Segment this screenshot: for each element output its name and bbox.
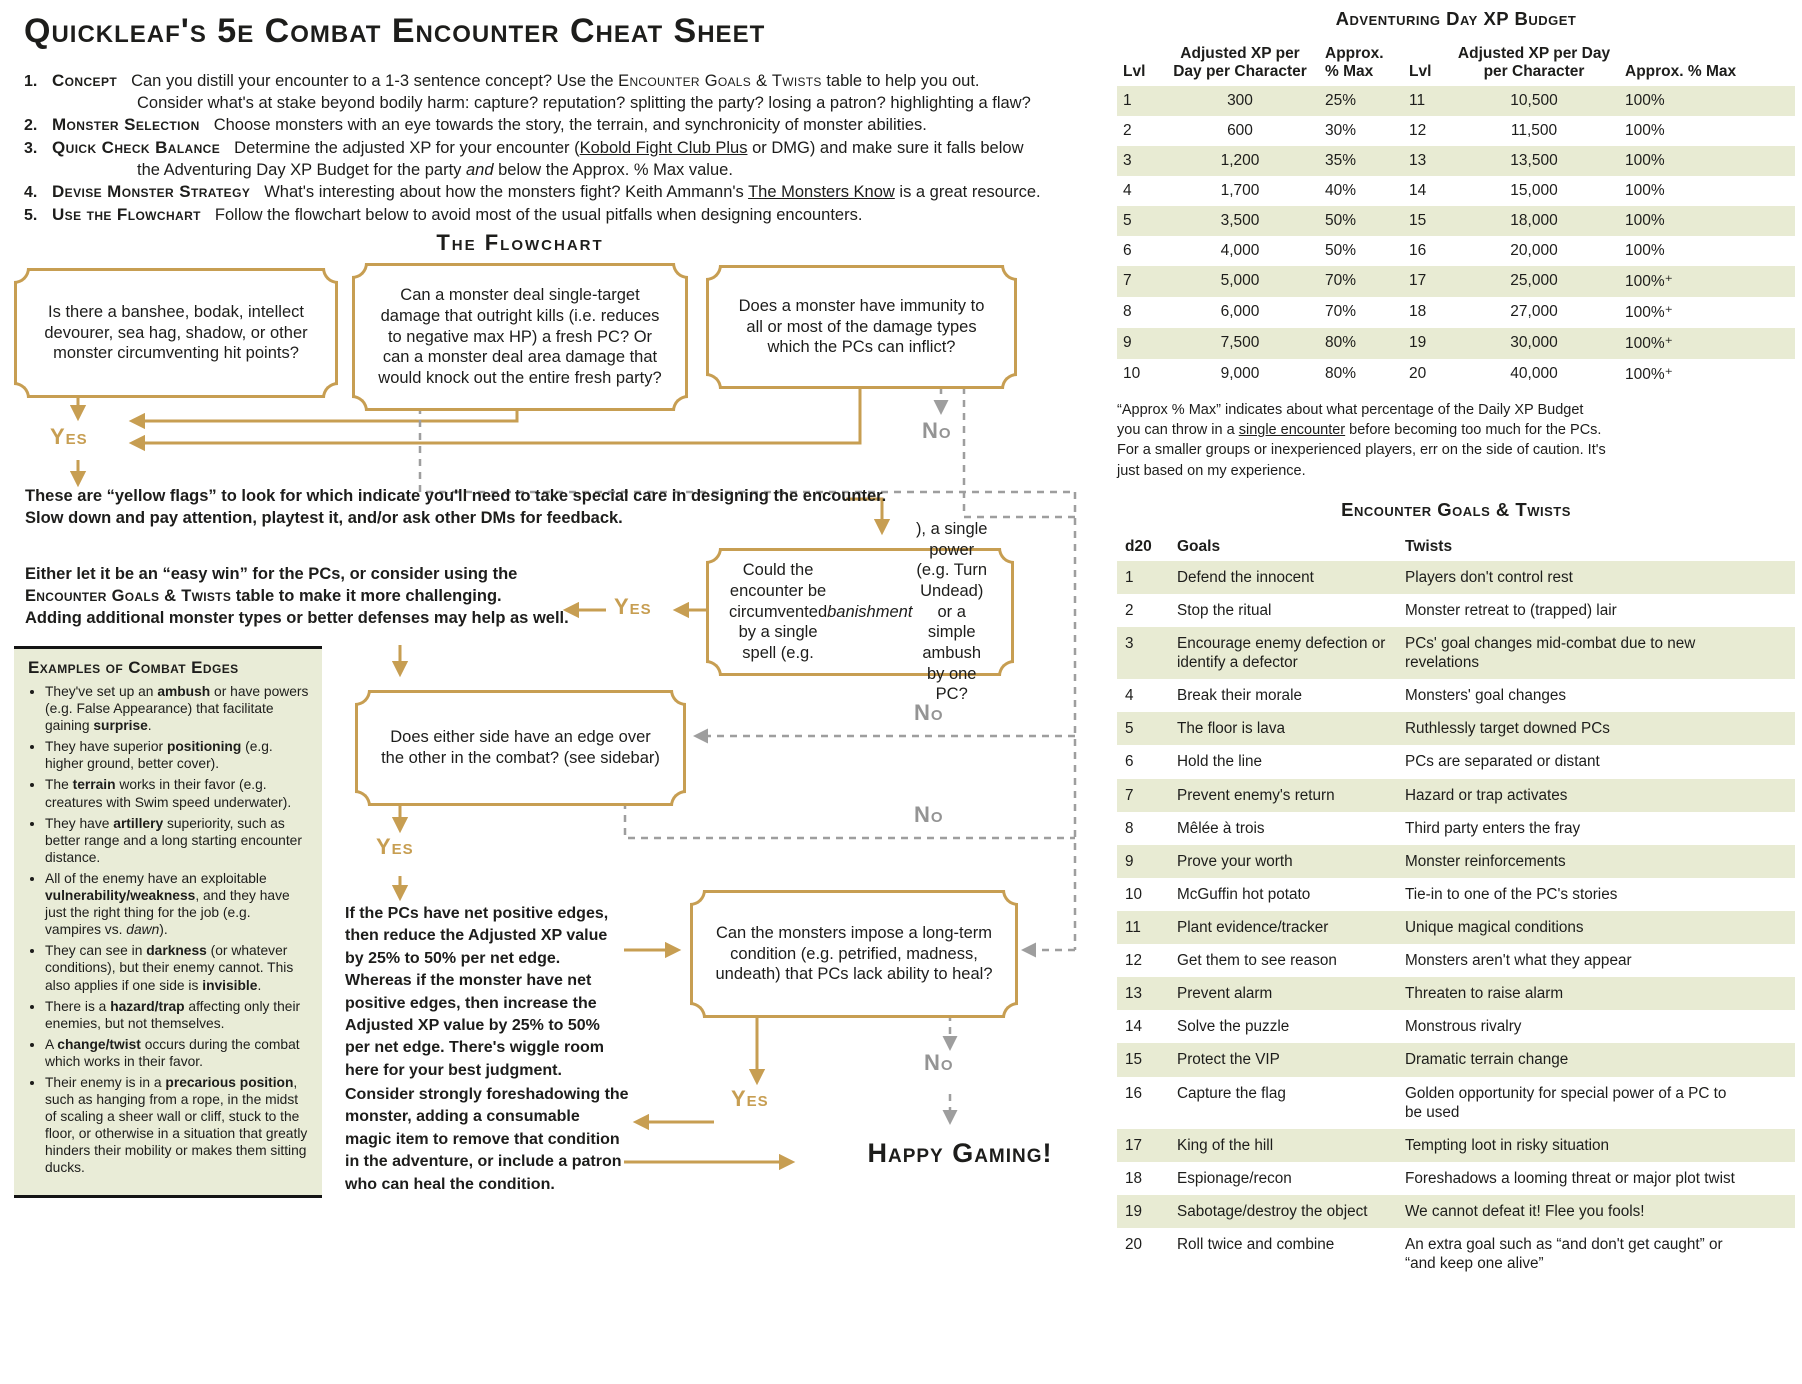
xp-cell: 20: [1409, 365, 1427, 383]
easy-win-text: [25, 564, 569, 629]
text-line: per net edge. There's wiggle room: [345, 1039, 604, 1057]
flowchart-box-combat-edge: [355, 690, 686, 806]
combat-edge-item: • The terrain works in their favor (e.g. creatures with Swim speed underwater).: [45, 776, 310, 810]
no-label-1: No: [922, 418, 952, 443]
goal-cell: Prove your worth: [1177, 852, 1293, 870]
xp-cell: 1,200: [1220, 151, 1260, 169]
yes-label-1: Yes: [50, 424, 88, 449]
xp-cell: 10: [1123, 365, 1141, 383]
text-line: Consider strongly foreshadowing the: [345, 1086, 629, 1103]
goal-cell: Stop the ritual: [1177, 601, 1272, 619]
xp-cell: 7: [1123, 272, 1132, 290]
text-line: you can throw in a single encounter before becoming too much for the PCs.: [1117, 421, 1602, 438]
combat-edge-item: • All of the enemy have an exploitable vulnerability/weakness, and they have just the right thing for the job (e.g. vampires vs. dawn).: [45, 870, 310, 938]
step-number: 3.: [24, 140, 38, 158]
step-3: 3. Quick Check Balance Determine the adjusted XP for your encounter (Kobold Fight Club Plus or DMG) and make sure it falls below the Adventuring Day XP Budget for the party and below the Approx. % Max value.: [24, 138, 1024, 179]
d20-cell: 1: [1125, 568, 1134, 586]
text-line: who can heal the condition.: [345, 1175, 555, 1193]
goal-cell: King of the hill: [1177, 1136, 1274, 1154]
step-number: 2.: [24, 117, 38, 135]
xp-cell: 16: [1409, 241, 1427, 259]
flowchart-box-text: Does either side have an edge over the other in the combat? (see sidebar): [381, 728, 660, 767]
xp-cell: 3: [1123, 151, 1132, 169]
xp-header-cell: Adjusted XP per Day per Character: [1173, 45, 1307, 80]
d20-cell: 7: [1125, 786, 1134, 804]
text-line: Either let it be an “easy win” for the PCs, or consider using the: [25, 565, 518, 583]
xp-cell: 20,000: [1510, 241, 1558, 259]
goal-cell: McGuffin hot potato: [1177, 885, 1311, 903]
step-label: Concept: [52, 71, 118, 90]
xp-budget-heading: Adventuring Day XP Budget: [1335, 8, 1577, 29]
d20-cell: 6: [1125, 753, 1134, 771]
goal-cell: Encourage enemy defection or identify a defector: [1177, 635, 1386, 672]
xp-header-cell: Approx. % Max: [1625, 62, 1737, 80]
yellow-flags-text: [25, 486, 886, 530]
xp-cell: 100%: [1625, 181, 1665, 199]
text-line: monster, adding a consumable: [345, 1108, 580, 1126]
xp-cell: 5: [1123, 211, 1132, 229]
flowchart-box-text: Is there a banshee, bodak, intellect devourer, sea hag, shadow, or other monster circumventing hit points?: [44, 303, 308, 363]
text-line: If the PCs have net positive edges,: [345, 905, 609, 922]
combat-edges-list: [28, 683, 310, 1177]
goal-cell: Capture the flag: [1177, 1084, 1286, 1102]
text-line: “Approx % Max” indicates about what percentage of the Daily XP Budget: [1117, 401, 1584, 418]
twist-cell: Players don't control rest: [1405, 568, 1573, 586]
text-line: Adjusted XP value by 25% to 50%: [345, 1016, 600, 1034]
goal-cell: Protect the VIP: [1177, 1051, 1280, 1069]
d20-cell: 3: [1125, 635, 1134, 653]
d20-cell: 8: [1125, 819, 1134, 837]
xp-cell: 11: [1409, 91, 1426, 109]
xp-cell: 30,000: [1510, 334, 1558, 352]
xp-cell: 14: [1409, 181, 1427, 199]
flowchart-box-spell-circumvention: [706, 520, 1014, 704]
flowchart-box-damage-immunity: [706, 265, 1017, 389]
d20-cell: 20: [1125, 1236, 1143, 1254]
d20-cell: 13: [1125, 985, 1143, 1003]
text-line: These are “yellow flags” to look for which indicate you'll need to take special care in designing the encounter.: [25, 487, 887, 505]
flowchart-box-text: Does a monster have immunity to all or most of the damage types which the PCs can inflict?: [738, 297, 985, 357]
page-title: Quickleaf's 5e Combat Encounter Cheat Sheet: [24, 12, 766, 50]
xp-cell: 1,700: [1220, 181, 1260, 199]
twist-cell: Monsters aren't what they appear: [1405, 952, 1632, 970]
twist-cell: Hazard or trap activates: [1405, 786, 1568, 804]
xp-cell: 3,500: [1220, 211, 1260, 229]
step-2: 2. Monster Selection Choose monsters with an eye towards the story, the terrain, and synchronicity of monster abilities.: [24, 114, 1109, 137]
xp-cell: 9: [1123, 334, 1132, 352]
goals-twists-heading: Encounter Goals & Twists: [1341, 498, 1571, 520]
twist-cell: Dramatic terrain change: [1405, 1051, 1569, 1069]
twist-cell: Monstrous rivalry: [1405, 1018, 1522, 1036]
text-line: by 25% to 50% per net edge.: [345, 949, 561, 967]
xp-cell: 100%⁺: [1625, 334, 1673, 352]
combat-edges-sidebar: [14, 646, 322, 1198]
xp-cell: 50%: [1325, 211, 1357, 229]
xp-cell: 100%: [1625, 151, 1665, 169]
text-line: Adding additional monster types or better defenses may help as well.: [25, 608, 569, 627]
goal-cell: Get them to see reason: [1177, 952, 1337, 970]
text-line: Whereas if the monster have net: [345, 972, 592, 990]
xp-cell: 30%: [1325, 121, 1357, 139]
xp-cell: 40,000: [1510, 365, 1558, 383]
combat-edge-item: • They have artillery superiority, such as better range and a long starting encounter distance.: [45, 815, 310, 866]
xp-cell: 35%: [1325, 151, 1357, 169]
text-line: positive edges, then increase the: [345, 994, 597, 1012]
combat-edge-item: • They've set up an ambush or have powers (e.g. False Appearance) that facilitate gaining surprise.: [45, 683, 310, 734]
xp-cell: 6: [1123, 241, 1132, 259]
xp-cell: 100%: [1625, 121, 1665, 139]
step-label: Monster Selection: [52, 115, 200, 135]
flowchart-box-text: Could the encounter be circumvented by a single spell (e.g. banishment ), a single power (e.g. Turn Undead) or a simple ambush by one PC?: [729, 520, 988, 704]
xp-cell: 100%: [1625, 211, 1665, 229]
xp-header-cell: Approx. % Max: [1325, 45, 1384, 80]
d20-cell: 17: [1125, 1136, 1143, 1154]
xp-cell: 100%: [1625, 91, 1665, 109]
xp-header-cell: Adjusted XP per Day per Character: [1457, 45, 1611, 80]
combat-edge-item: • They have superior positioning (e.g. higher ground, better cover).: [45, 738, 310, 772]
xp-cell: 8: [1123, 303, 1132, 321]
no-label-4: No: [924, 1050, 954, 1075]
d20-cell: 10: [1125, 885, 1143, 903]
xp-cell: 40%: [1325, 181, 1357, 199]
goals-header-cell: Twists: [1405, 537, 1453, 555]
twist-cell: Threaten to raise alarm: [1405, 985, 1564, 1003]
d20-cell: 4: [1125, 687, 1134, 705]
text-line: Slow down and pay attention, playtest it, and/or ask other DMs for feedback.: [25, 508, 623, 527]
twist-cell: Monsters' goal changes: [1405, 687, 1567, 705]
step-5: 5. Use the Flowchart Follow the flowchart below to avoid most of the usual pitfalls when designing encounters.: [24, 204, 1109, 227]
xp-cell: 15: [1409, 211, 1427, 229]
d20-cell: 11: [1125, 919, 1141, 937]
flowchart-box-text: Can the monsters impose a long-term condition (e.g. petrified, madness, undeath) that PCs lack ability to heal?: [715, 924, 993, 984]
xp-header-cell: Lvl: [1123, 62, 1146, 80]
twist-cell: An extra goal such as “and don't get caught” or “and keep one alive”: [1405, 1236, 1723, 1273]
d20-cell: 9: [1125, 852, 1134, 870]
flowchart-box-hp-circumvention: [14, 268, 338, 398]
yes-label-2: Yes: [614, 594, 652, 619]
d20-cell: 18: [1125, 1169, 1143, 1187]
no-label-2: No: [914, 700, 944, 725]
xp-cell: 4,000: [1220, 241, 1260, 259]
sidebar-heading: Examples of Combat Edges: [28, 658, 239, 677]
twist-cell: Tempting loot in risky situation: [1405, 1136, 1610, 1154]
twist-cell: Golden opportunity for special power of a PC to be used: [1405, 1084, 1727, 1121]
xp-cell: 7,500: [1220, 334, 1260, 352]
xp-cell: 6,000: [1220, 303, 1260, 321]
combat-edge-item: • Their enemy is in a precarious position, such as hanging from a rope, in the midst of scaling a sheer wall or cliff, stuck to the floor, or otherwise in a situation that greatly hinders their mobility or makes them sitting ducks.: [45, 1074, 310, 1177]
xp-cell: 5,000: [1220, 272, 1260, 290]
combat-edge-item: • There is a hazard/trap affecting only their enemies, but not themselves.: [45, 998, 310, 1032]
link[interactable]: Kobold Fight Club Plus: [579, 139, 748, 158]
goals-header-cell: Goals: [1177, 537, 1221, 555]
xp-cell: 50%: [1325, 241, 1357, 259]
flowchart-heading: The Flowchart: [436, 230, 604, 255]
xp-cell: 70%: [1325, 303, 1357, 321]
xp-cell: 300: [1227, 91, 1253, 109]
d20-cell: 12: [1125, 952, 1143, 970]
text-line: in the adventure, or include a patron: [345, 1153, 622, 1171]
happy-gaming-label: Happy Gaming!: [867, 1138, 1053, 1168]
d20-cell: 19: [1125, 1203, 1143, 1220]
flowchart-box-text: Can a monster deal single-target damage that outright kills (i.e. reduces to negative max HP) a fresh PC? Or can a monster deal area damage that would knock out the entire fresh party?: [378, 286, 662, 387]
twist-cell: Foreshadows a looming threat or major plot twist: [1405, 1169, 1735, 1187]
goal-cell: Plant evidence/tracker: [1177, 919, 1329, 937]
step-label: Use the Flowchart: [52, 205, 201, 225]
twist-cell: Monster reinforcements: [1405, 852, 1566, 870]
goal-cell: Roll twice and combine: [1177, 1236, 1335, 1254]
xp-cell: 100%⁺: [1625, 365, 1673, 383]
step-label: Quick Check Balance: [52, 138, 221, 158]
xp-cell: 11,500: [1510, 121, 1558, 139]
d20-cell: 2: [1125, 601, 1134, 619]
xp-cell: 100%: [1625, 241, 1665, 259]
flowchart-box-instakill-damage: [352, 263, 688, 411]
xp-cell: 18,000: [1510, 211, 1558, 229]
combat-edge-item: • They can see in darkness (or whatever conditions), but their enemy cannot. This also applies if one side is invisible.: [45, 942, 310, 993]
goal-cell: Defend the innocent: [1177, 568, 1314, 586]
yes-label-4: Yes: [731, 1086, 769, 1111]
goal-cell: Prevent alarm: [1177, 985, 1273, 1003]
xp-cell: 12: [1409, 121, 1427, 139]
link[interactable]: The Monsters Know: [748, 183, 895, 202]
xp-cell: 25,000: [1510, 272, 1558, 290]
xp-cell: 13: [1409, 151, 1427, 169]
step-number: 5.: [24, 207, 38, 225]
text-line: then reduce the Adjusted XP value: [345, 927, 608, 945]
step-label: Devise Monster Strategy: [52, 182, 251, 202]
xp-cell: 70%: [1325, 272, 1357, 290]
step-4: 4. Devise Monster Strategy What's interesting about how the monsters fight? Keith Ammann's The Monsters Know is a great resource.: [24, 181, 1109, 204]
xp-cell: 600: [1227, 121, 1253, 139]
goals-header-cell: d20: [1125, 537, 1152, 555]
xp-cell: 25%: [1325, 91, 1357, 109]
twist-cell: Monster retreat to (trapped) lair: [1405, 601, 1617, 619]
goal-cell: The floor is lava: [1177, 720, 1285, 738]
xp-cell: 2: [1123, 121, 1132, 139]
twist-cell: Third party enters the fray: [1405, 819, 1581, 837]
goal-cell: Hold the line: [1177, 753, 1263, 771]
twist-cell: PCs' goal changes mid-combat due to new revelations: [1405, 635, 1696, 672]
step-number: 1.: [24, 73, 38, 90]
goal-cell: Prevent enemy's return: [1177, 786, 1335, 804]
xp-cell: 18: [1409, 303, 1427, 321]
text-line: magic item to remove that condition: [345, 1130, 620, 1148]
xp-header-cell: Lvl: [1409, 62, 1432, 80]
goal-cell: Break their morale: [1177, 687, 1302, 705]
xp-cell: 13,500: [1510, 151, 1558, 169]
text-line: Encounter Goals & Twists table to make it more challenging.: [25, 586, 502, 605]
goal-cell: Sabotage/destroy the object: [1177, 1203, 1368, 1220]
text-line: just based on my experience.: [1117, 462, 1306, 479]
xp-cell: 9,000: [1220, 365, 1260, 383]
twist-cell: PCs are separated or distant: [1405, 753, 1600, 771]
step-1: 1. Concept Can you distill your encounter to a 1-3 sentence concept? Use the Encounter Goals & Twists table to help you out. Consider what's at stake beyond bodily harm: capture? reputation? splitting the party? losing a patron? highlighting a flaw?: [24, 71, 1031, 112]
twist-cell: Tie-in to one of the PC's stories: [1405, 885, 1618, 903]
xp-cell: 19: [1409, 334, 1427, 352]
twist-cell: We cannot defeat it! Flee you fools!: [1405, 1203, 1645, 1220]
d20-cell: 15: [1125, 1051, 1143, 1069]
foreshadow-text: [345, 1084, 629, 1196]
xp-cell: 1: [1123, 91, 1132, 109]
xp-cell: 100%⁺: [1625, 272, 1673, 290]
text-line: here for your best judgment.: [345, 1061, 562, 1079]
goal-cell: Solve the puzzle: [1177, 1018, 1290, 1036]
text-line: For a smaller groups or inexperienced players, err on the side of caution. It's: [1117, 442, 1606, 459]
twist-cell: Ruthlessly target downed PCs: [1405, 720, 1610, 738]
xp-cell: 10,500: [1510, 91, 1558, 109]
twist-cell: Unique magical conditions: [1405, 919, 1584, 937]
step-number: 4.: [24, 184, 38, 202]
flowchart-box-longterm-condition: [690, 890, 1018, 1018]
xp-cell: 4: [1123, 181, 1132, 199]
d20-cell: 5: [1125, 720, 1134, 738]
xp-cell: 27,000: [1510, 303, 1558, 321]
xp-cell: 17: [1409, 272, 1427, 290]
d20-cell: 14: [1125, 1018, 1143, 1036]
xp-cell: 80%: [1325, 334, 1357, 352]
goal-cell: Espionage/recon: [1177, 1169, 1292, 1187]
yes-label-3: Yes: [376, 834, 414, 859]
no-label-3: No: [914, 802, 944, 827]
goal-cell: Mêlée à trois: [1177, 819, 1265, 837]
xp-cell: 80%: [1325, 365, 1357, 383]
combat-edge-item: • A change/twist occurs during the combat which works in their favor.: [45, 1036, 310, 1070]
d20-cell: 16: [1125, 1084, 1143, 1102]
adjust-xp-text: [345, 903, 608, 1082]
xp-cell: 15,000: [1510, 181, 1558, 199]
xp-cell: 100%⁺: [1625, 303, 1673, 321]
